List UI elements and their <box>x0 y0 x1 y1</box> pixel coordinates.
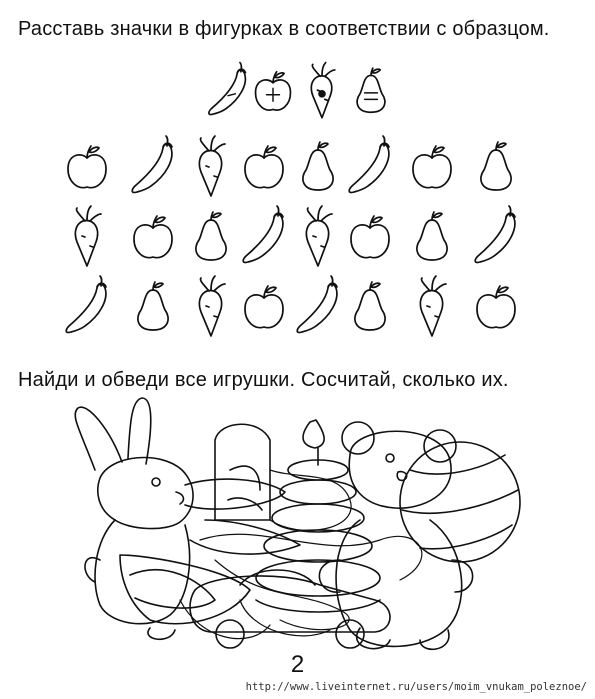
source-watermark: http://www.liveinternet.ru/users/moim_vnukam_poleznoe/ <box>245 681 587 693</box>
task1-instruction: Расставь значки в фигурках в соответствии с образцом. <box>18 18 550 40</box>
drum-toy <box>215 424 270 520</box>
teddy-bear-toy <box>319 422 472 649</box>
page-number: 2 <box>290 651 305 678</box>
task2-instruction: Найди и обведи все игрушки. Сосчитай, сколько их. <box>18 369 509 391</box>
boat-toy <box>120 479 300 624</box>
overlapping-scribbles <box>180 470 422 639</box>
car-toy <box>190 570 390 648</box>
pyramid-toy <box>256 420 380 612</box>
